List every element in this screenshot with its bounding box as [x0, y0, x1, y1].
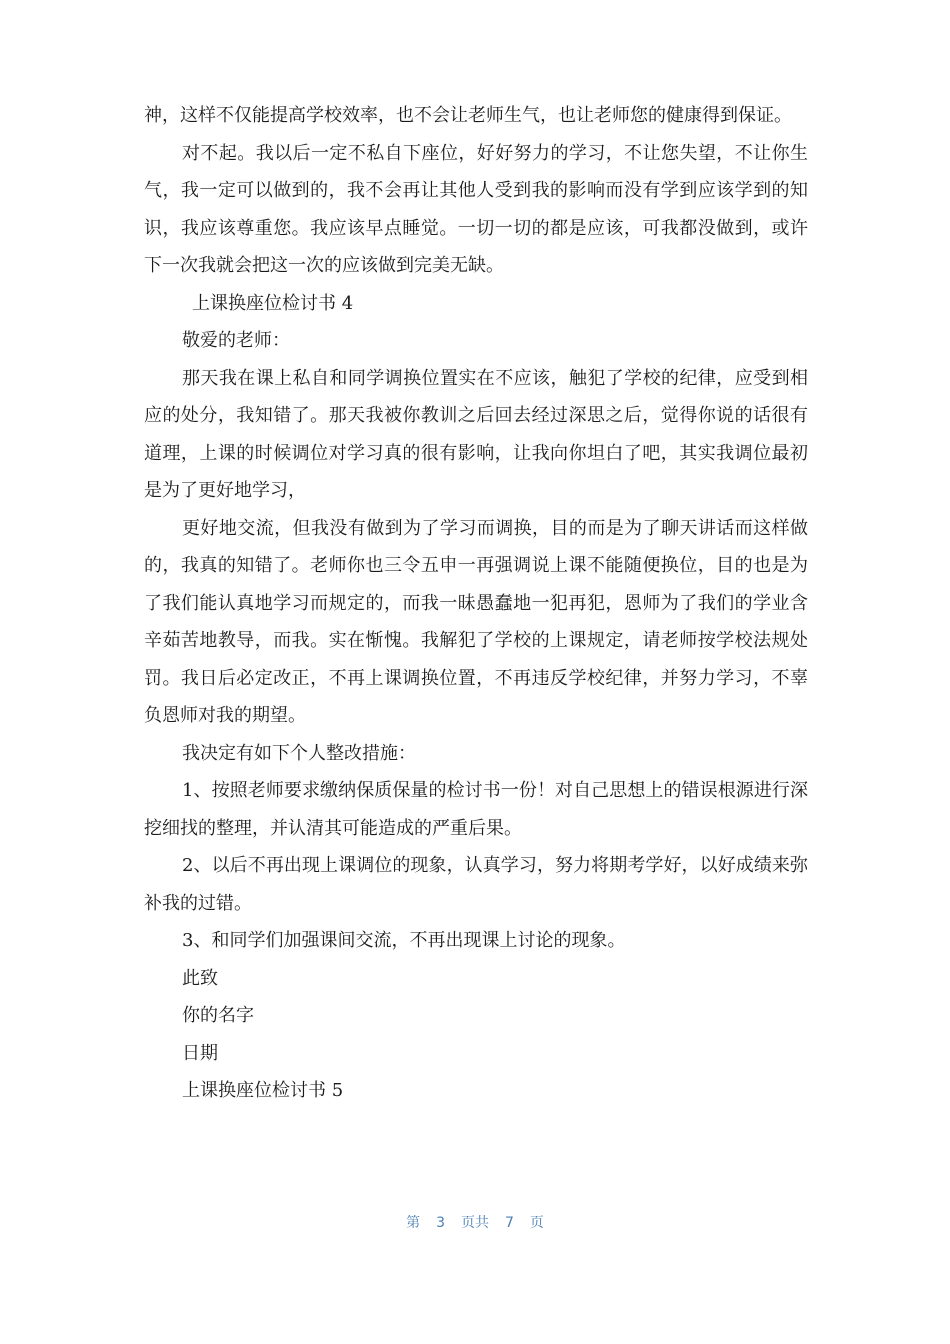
salutation: 敬爱的老师： [182, 330, 290, 351]
measures-intro: 我决定有如下个人整改措施： [182, 742, 416, 764]
measure-item-3: 3、和同学们加强课间交流，不再出现课上讨论的现象。 [182, 930, 626, 951]
document-body [144, 97, 808, 1110]
paragraph-reflection: 更好地交流，但我没有做到为了学习而调换，目的而是为了聊天讲话而这样做的，我真的知错了。老师你也三令五申一再强调说上课不能随便换位，目的也是为了我们能认真地学习而规定的，而我一昧愚蠢地一犯再犯，恩师为了我们的学业含辛茹苦地教导，而我。实在惭愧。我解犯了学校的上课规定，请老师按学校法规处罚。我日后必定改正，不再上课调换位置，不再违反学校纪律，并努力学习，不辜负恩师对我的期望。 [144, 517, 808, 726]
footer-prefix: 第 [406, 1215, 421, 1231]
paragraph-apology: 对不起。我以后一定不私自下座位，好好努力的学习，不让您失望，不让你生气，我一定可以做到的，我不会再让其他人受到我的影响而没有学到应该学到的知识，我应该尊重您。我应该早点睡觉。一切一切的都是应该，可我都没做到，或许下一次我就会把这一次的应该做到完美无缺。 [144, 142, 808, 276]
paragraph-confession: 那天我在课上私自和同学调换位置实在不应该，触犯了学校的纪律，应受到相应的处分，我知错了。那天我被你教训之后回去经过深思之后，觉得你说的话很有道理，上课的时候调位对学习真的很有影响，让我向你坦白了吧，其实我调位最初是为了更好地学习， [144, 367, 808, 501]
page-footer [0, 1212, 950, 1232]
signature-name: 你的名字 [182, 1005, 254, 1026]
closing-regards: 此致 [182, 967, 218, 989]
section-heading-5: 上课换座位检讨书 5 [182, 1080, 344, 1101]
paragraph-continuation: 神，这样不仅能提高学校效率，也不会让老师生气，也让老师您的健康得到保证。 [144, 105, 792, 126]
footer-middle: 页共 [461, 1215, 489, 1231]
signature-date: 日期 [182, 1042, 218, 1064]
footer-total-pages: 7 [505, 1215, 514, 1231]
footer-suffix: 页 [529, 1215, 544, 1231]
section-heading-4: 上课换座位检讨书 4 [192, 292, 354, 314]
footer-current-page: 3 [436, 1215, 445, 1231]
measure-item-1: 1、按照老师要求缴纳保质保量的检讨书一份！对自己思想上的错误根源进行深挖细找的整理，并认清其可能造成的严重后果。 [144, 780, 808, 839]
measure-item-2: 2、以后不再出现上课调位的现象，认真学习，努力将期考学好，以好成绩来弥补我的过错。 [144, 855, 808, 914]
